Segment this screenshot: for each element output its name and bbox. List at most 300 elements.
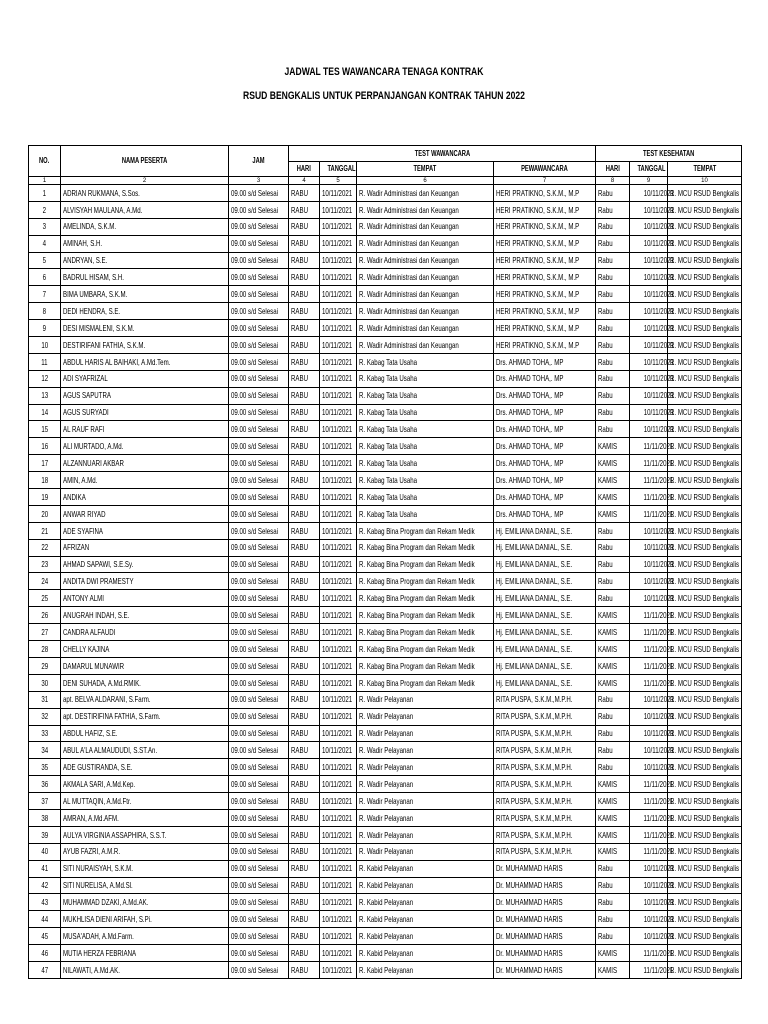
header-kesehatan-hari: HARI (596, 162, 630, 177)
cell-kesehatan-hari: Rabu (596, 185, 630, 202)
cell-kesehatan-hari: KAMIS (596, 472, 630, 489)
table-row (29, 522, 742, 539)
cell-kesehatan-tempat: R. MCU RSUD Bengkalis (668, 201, 742, 218)
cell-wawancara-hari: RABU (289, 522, 320, 539)
cell-kesehatan-hari: KAMIS (596, 776, 630, 793)
cell-kesehatan-tempat: R. MCU RSUD Bengkalis (668, 759, 742, 776)
cell-no: 16 (29, 438, 61, 455)
table-row (29, 691, 742, 708)
cell-no: 30 (29, 674, 61, 691)
cell-nama-peserta: AHMAD SAPAWI, S.E.Sy. (61, 556, 229, 573)
cell-wawancara-tempat: R. Wadir Pelayanan (357, 826, 494, 843)
cell-nama-peserta: ALI MURTADO, A.Md. (61, 438, 229, 455)
cell-kesehatan-hari: KAMIS (596, 641, 630, 658)
cell-wawancara-tanggal: 10/11/2021 (320, 877, 357, 894)
cell-kesehatan-hari: KAMIS (596, 505, 630, 522)
cell-wawancara-tanggal: 10/11/2021 (320, 809, 357, 826)
cell-kesehatan-tempat: R. MCU RSUD Bengkalis (668, 353, 742, 370)
cell-kesehatan-tempat: R. MCU RSUD Bengkalis (668, 185, 742, 202)
cell-jam: 09.00 s/d Selesai (229, 691, 289, 708)
cell-pewawancara: RITA PUSPA, S.K.M.,M.P.H. (494, 759, 596, 776)
cell-pewawancara: Dr. MUHAMMAD HARIS (494, 877, 596, 894)
cell-kesehatan-hari: KAMIS (596, 826, 630, 843)
cell-nama-peserta: ANTONY ALMI (61, 590, 229, 607)
cell-pewawancara: Dr. MUHAMMAD HARIS (494, 860, 596, 877)
cell-pewawancara: Drs. AHMAD TOHA,. MP (494, 421, 596, 438)
cell-jam: 09.00 s/d Selesai (229, 961, 289, 978)
cell-jam: 09.00 s/d Selesai (229, 725, 289, 742)
cell-wawancara-tempat: R. Kabag Bina Program dan Rekam Medik (357, 641, 494, 658)
cell-jam: 09.00 s/d Selesai (229, 573, 289, 590)
cell-jam: 09.00 s/d Selesai (229, 185, 289, 202)
cell-jam: 09.00 s/d Selesai (229, 337, 289, 354)
cell-wawancara-tempat: R. Wadir Administrasi dan Keuangan (357, 320, 494, 337)
cell-nama-peserta: apt. BELVA ALDARANI, S.Farm. (61, 691, 229, 708)
cell-kesehatan-tempat: R. MCU RSUD Bengkalis (668, 472, 742, 489)
column-number: 1 (29, 177, 61, 185)
table-row (29, 877, 742, 894)
table-row (29, 641, 742, 658)
cell-no: 15 (29, 421, 61, 438)
cell-no: 21 (29, 522, 61, 539)
cell-nama-peserta: MUKHLISA DIENI ARIFAH, S.Pi. (61, 911, 229, 928)
cell-wawancara-hari: RABU (289, 742, 320, 759)
cell-wawancara-tanggal: 10/11/2021 (320, 894, 357, 911)
cell-kesehatan-hari: Rabu (596, 404, 630, 421)
cell-kesehatan-hari: Rabu (596, 387, 630, 404)
cell-pewawancara: Hj. EMILIANA DANIAL, S.E. (494, 556, 596, 573)
cell-jam: 09.00 s/d Selesai (229, 421, 289, 438)
cell-kesehatan-tempat: R. MCU RSUD Bengkalis (668, 826, 742, 843)
cell-wawancara-hari: RABU (289, 961, 320, 978)
cell-wawancara-hari: RABU (289, 235, 320, 252)
cell-pewawancara: RITA PUSPA, S.K.M.,M.P.H. (494, 793, 596, 810)
cell-kesehatan-tempat: R. MCU RSUD Bengkalis (668, 691, 742, 708)
cell-kesehatan-tanggal: 10/11/2021 (630, 928, 668, 945)
cell-jam: 09.00 s/d Selesai (229, 809, 289, 826)
cell-kesehatan-tanggal: 10/11/2021 (630, 759, 668, 776)
cell-wawancara-tanggal: 10/11/2021 (320, 353, 357, 370)
cell-wawancara-tempat: R. Kabag Bina Program dan Rekam Medik (357, 539, 494, 556)
cell-wawancara-tempat: R. Kabag Bina Program dan Rekam Medik (357, 556, 494, 573)
cell-pewawancara: Dr. MUHAMMAD HARIS (494, 894, 596, 911)
cell-wawancara-hari: RABU (289, 218, 320, 235)
cell-kesehatan-tempat: R. MCU RSUD Bengkalis (668, 286, 742, 303)
cell-kesehatan-hari: KAMIS (596, 809, 630, 826)
cell-kesehatan-tanggal: 11/11/2021 (630, 793, 668, 810)
cell-wawancara-tanggal: 10/11/2021 (320, 674, 357, 691)
table-row (29, 472, 742, 489)
cell-wawancara-hari: RABU (289, 674, 320, 691)
cell-kesehatan-hari: Rabu (596, 573, 630, 590)
cell-wawancara-tanggal: 10/11/2021 (320, 776, 357, 793)
cell-no: 27 (29, 624, 61, 641)
cell-wawancara-tempat: R. Wadir Administrasi dan Keuangan (357, 201, 494, 218)
cell-nama-peserta: BIMA UMBARA, S.K.M. (61, 286, 229, 303)
cell-wawancara-hari: RABU (289, 421, 320, 438)
cell-wawancara-hari: RABU (289, 387, 320, 404)
cell-wawancara-tempat: R. Wadir Administrasi dan Keuangan (357, 252, 494, 269)
cell-wawancara-tempat: R. Kabag Tata Usaha (357, 353, 494, 370)
cell-kesehatan-tempat: R. MCU RSUD Bengkalis (668, 776, 742, 793)
cell-nama-peserta: AFRIZAN (61, 539, 229, 556)
cell-kesehatan-tempat: R. MCU RSUD Bengkalis (668, 218, 742, 235)
cell-nama-peserta: AMELINDA, S.K.M. (61, 218, 229, 235)
cell-pewawancara: Drs. AHMAD TOHA,. MP (494, 353, 596, 370)
cell-kesehatan-tanggal: 11/11/2021 (630, 624, 668, 641)
cell-nama-peserta: DESTIRIFANI FATHIA, S.K.M. (61, 337, 229, 354)
cell-kesehatan-tanggal: 10/11/2021 (630, 185, 668, 202)
cell-wawancara-tanggal: 10/11/2021 (320, 607, 357, 624)
cell-no: 8 (29, 303, 61, 320)
header-no: NO. (29, 146, 61, 177)
cell-nama-peserta: ABDUL HAFIZ, S.E. (61, 725, 229, 742)
table-row (29, 708, 742, 725)
cell-wawancara-tanggal: 10/11/2021 (320, 928, 357, 945)
cell-kesehatan-tempat: R. MCU RSUD Bengkalis (668, 573, 742, 590)
cell-kesehatan-hari: Rabu (596, 911, 630, 928)
cell-kesehatan-hari: KAMIS (596, 624, 630, 641)
cell-kesehatan-tempat: R. MCU RSUD Bengkalis (668, 911, 742, 928)
cell-pewawancara: RITA PUSPA, S.K.M.,M.P.H. (494, 708, 596, 725)
cell-kesehatan-tanggal: 11/11/2021 (630, 607, 668, 624)
cell-kesehatan-tempat: R. MCU RSUD Bengkalis (668, 370, 742, 387)
cell-nama-peserta: BADRUL HISAM, S.H. (61, 269, 229, 286)
cell-wawancara-hari: RABU (289, 489, 320, 506)
cell-kesehatan-hari: Rabu (596, 742, 630, 759)
cell-wawancara-tanggal: 10/11/2021 (320, 759, 357, 776)
cell-wawancara-hari: RABU (289, 860, 320, 877)
cell-no: 6 (29, 269, 61, 286)
cell-wawancara-tanggal: 10/11/2021 (320, 657, 357, 674)
cell-kesehatan-tempat: R. MCU RSUD Bengkalis (668, 708, 742, 725)
cell-pewawancara: RITA PUSPA, S.K.M.,M.P.H. (494, 843, 596, 860)
cell-pewawancara: RITA PUSPA, S.K.M.,M.P.H. (494, 691, 596, 708)
cell-jam: 09.00 s/d Selesai (229, 472, 289, 489)
cell-no: 11 (29, 353, 61, 370)
cell-wawancara-tanggal: 10/11/2021 (320, 522, 357, 539)
cell-jam: 09.00 s/d Selesai (229, 911, 289, 928)
schedule-table (28, 145, 742, 979)
cell-wawancara-hari: RABU (289, 776, 320, 793)
cell-wawancara-hari: RABU (289, 894, 320, 911)
header-jam: JAM (229, 146, 289, 177)
cell-kesehatan-tanggal: 10/11/2021 (630, 218, 668, 235)
column-number: 10 (668, 177, 742, 185)
cell-pewawancara: HERI PRATIKNO, S.K.M., M.P (494, 235, 596, 252)
cell-wawancara-tempat: R. Kabag Tata Usaha (357, 489, 494, 506)
cell-nama-peserta: ANDIKA (61, 489, 229, 506)
cell-wawancara-tempat: R. Wadir Administrasi dan Keuangan (357, 269, 494, 286)
cell-wawancara-hari: RABU (289, 573, 320, 590)
cell-wawancara-hari: RABU (289, 624, 320, 641)
cell-no: 44 (29, 911, 61, 928)
cell-wawancara-tempat: R. Wadir Pelayanan (357, 742, 494, 759)
cell-no: 42 (29, 877, 61, 894)
table-row (29, 573, 742, 590)
cell-kesehatan-tanggal: 10/11/2021 (630, 201, 668, 218)
column-number: 3 (229, 177, 289, 185)
cell-kesehatan-tanggal: 10/11/2021 (630, 590, 668, 607)
cell-kesehatan-tanggal: 11/11/2021 (630, 472, 668, 489)
cell-kesehatan-tanggal: 10/11/2021 (630, 370, 668, 387)
cell-kesehatan-hari: KAMIS (596, 455, 630, 472)
cell-nama-peserta: apt. DESTIRIFINA FATHIA, S.Farm. (61, 708, 229, 725)
table-row (29, 590, 742, 607)
cell-wawancara-tempat: R. Kabid Pelayanan (357, 945, 494, 962)
table-row (29, 945, 742, 962)
cell-kesehatan-tempat: R. MCU RSUD Bengkalis (668, 404, 742, 421)
cell-wawancara-tempat: R. Kabag Bina Program dan Rekam Medik (357, 590, 494, 607)
cell-pewawancara: HERI PRATIKNO, S.K.M., M.P (494, 337, 596, 354)
cell-jam: 09.00 s/d Selesai (229, 877, 289, 894)
cell-wawancara-tanggal: 10/11/2021 (320, 303, 357, 320)
cell-wawancara-tanggal: 10/11/2021 (320, 387, 357, 404)
cell-wawancara-hari: RABU (289, 793, 320, 810)
cell-kesehatan-tanggal: 10/11/2021 (630, 860, 668, 877)
cell-kesehatan-hari: KAMIS (596, 945, 630, 962)
cell-wawancara-tempat: R. Wadir Pelayanan (357, 691, 494, 708)
cell-nama-peserta: AMINAH, S.H. (61, 235, 229, 252)
table-row (29, 404, 742, 421)
cell-wawancara-hari: RABU (289, 607, 320, 624)
header-wawancara-hari: HARI (289, 162, 320, 177)
cell-wawancara-hari: RABU (289, 404, 320, 421)
cell-kesehatan-tempat: R. MCU RSUD Bengkalis (668, 877, 742, 894)
cell-kesehatan-hari: Rabu (596, 522, 630, 539)
cell-pewawancara: HERI PRATIKNO, S.K.M., M.P (494, 269, 596, 286)
cell-wawancara-hari: RABU (289, 438, 320, 455)
cell-pewawancara: Dr. MUHAMMAD HARIS (494, 945, 596, 962)
cell-wawancara-tempat: R. Kabid Pelayanan (357, 961, 494, 978)
cell-nama-peserta: MUHAMMAD DZAKI, A.Md.AK. (61, 894, 229, 911)
cell-kesehatan-tanggal: 10/11/2021 (630, 337, 668, 354)
cell-nama-peserta: ANUGRAH INDAH, S.E. (61, 607, 229, 624)
cell-kesehatan-hari: Rabu (596, 928, 630, 945)
cell-jam: 09.00 s/d Selesai (229, 945, 289, 962)
cell-jam: 09.00 s/d Selesai (229, 894, 289, 911)
cell-kesehatan-hari: Rabu (596, 860, 630, 877)
cell-nama-peserta: AMRAN, A.Md.AFM. (61, 809, 229, 826)
cell-no: 33 (29, 725, 61, 742)
header-kesehatan-tempat: TEMPAT (668, 162, 742, 177)
cell-wawancara-tanggal: 10/11/2021 (320, 708, 357, 725)
cell-kesehatan-tempat: R. MCU RSUD Bengkalis (668, 793, 742, 810)
cell-kesehatan-tanggal: 10/11/2021 (630, 421, 668, 438)
table-row (29, 235, 742, 252)
cell-pewawancara: RITA PUSPA, S.K.M.,M.P.H. (494, 742, 596, 759)
cell-wawancara-tempat: R. Wadir Pelayanan (357, 809, 494, 826)
table-row (29, 353, 742, 370)
cell-no: 47 (29, 961, 61, 978)
cell-wawancara-tempat: R. Kabag Tata Usaha (357, 421, 494, 438)
cell-wawancara-hari: RABU (289, 725, 320, 742)
cell-no: 43 (29, 894, 61, 911)
cell-pewawancara: Drs. AHMAD TOHA,. MP (494, 472, 596, 489)
cell-kesehatan-tanggal: 10/11/2021 (630, 269, 668, 286)
cell-pewawancara: Hj. EMILIANA DANIAL, S.E. (494, 539, 596, 556)
cell-wawancara-tanggal: 10/11/2021 (320, 438, 357, 455)
column-number: 6 (357, 177, 494, 185)
cell-kesehatan-hari: KAMIS (596, 438, 630, 455)
cell-jam: 09.00 s/d Selesai (229, 235, 289, 252)
cell-jam: 09.00 s/d Selesai (229, 657, 289, 674)
cell-jam: 09.00 s/d Selesai (229, 201, 289, 218)
cell-kesehatan-hari: Rabu (596, 877, 630, 894)
cell-wawancara-hari: RABU (289, 556, 320, 573)
cell-no: 40 (29, 843, 61, 860)
cell-jam: 09.00 s/d Selesai (229, 489, 289, 506)
cell-nama-peserta: CANDRA ALFAUDI (61, 624, 229, 641)
cell-kesehatan-tanggal: 11/11/2021 (630, 455, 668, 472)
cell-no: 31 (29, 691, 61, 708)
table-row (29, 793, 742, 810)
cell-kesehatan-hari: KAMIS (596, 607, 630, 624)
cell-wawancara-tempat: R. Wadir Administrasi dan Keuangan (357, 185, 494, 202)
cell-nama-peserta: NILAWATI, A.Md.AK. (61, 961, 229, 978)
cell-kesehatan-hari: Rabu (596, 590, 630, 607)
column-number: 5 (320, 177, 357, 185)
cell-kesehatan-tanggal: 10/11/2021 (630, 303, 668, 320)
cell-nama-peserta: DENI SUHADA, A.Md.RMIK. (61, 674, 229, 691)
cell-wawancara-hari: RABU (289, 472, 320, 489)
cell-kesehatan-hari: Rabu (596, 691, 630, 708)
cell-no: 17 (29, 455, 61, 472)
cell-jam: 09.00 s/d Selesai (229, 826, 289, 843)
cell-no: 3 (29, 218, 61, 235)
cell-wawancara-tempat: R. Kabag Tata Usaha (357, 370, 494, 387)
table-row (29, 860, 742, 877)
cell-pewawancara: HERI PRATIKNO, S.K.M., M.P (494, 252, 596, 269)
cell-nama-peserta: AL RAUF RAFI (61, 421, 229, 438)
cell-wawancara-tanggal: 10/11/2021 (320, 911, 357, 928)
cell-kesehatan-tempat: R. MCU RSUD Bengkalis (668, 657, 742, 674)
table-row (29, 826, 742, 843)
table-row (29, 556, 742, 573)
cell-pewawancara: RITA PUSPA, S.K.M.,M.P.H. (494, 826, 596, 843)
cell-no: 45 (29, 928, 61, 945)
column-number: 2 (61, 177, 229, 185)
cell-wawancara-hari: RABU (289, 252, 320, 269)
cell-no: 13 (29, 387, 61, 404)
header-test-kesehatan: TEST KESEHATAN (596, 146, 742, 162)
header-nama-peserta: NAMA PESERTA (61, 146, 229, 177)
cell-wawancara-tempat: R. Kabag Bina Program dan Rekam Medik (357, 657, 494, 674)
cell-no: 4 (29, 235, 61, 252)
header-pewawancara: PEWAWANCARA (494, 162, 596, 177)
cell-kesehatan-tempat: R. MCU RSUD Bengkalis (668, 928, 742, 945)
cell-nama-peserta: CHELLY KAJINA (61, 641, 229, 658)
table-row (29, 894, 742, 911)
cell-kesehatan-hari: KAMIS (596, 657, 630, 674)
cell-kesehatan-hari: Rabu (596, 337, 630, 354)
cell-kesehatan-tempat: R. MCU RSUD Bengkalis (668, 252, 742, 269)
cell-kesehatan-tanggal: 10/11/2021 (630, 353, 668, 370)
cell-kesehatan-tempat: R. MCU RSUD Bengkalis (668, 438, 742, 455)
cell-no: 29 (29, 657, 61, 674)
table-row (29, 759, 742, 776)
cell-pewawancara: Hj. EMILIANA DANIAL, S.E. (494, 641, 596, 658)
cell-wawancara-hari: RABU (289, 539, 320, 556)
cell-kesehatan-hari: Rabu (596, 286, 630, 303)
cell-nama-peserta: AMIN, A.Md. (61, 472, 229, 489)
cell-wawancara-tempat: R. Kabid Pelayanan (357, 928, 494, 945)
cell-kesehatan-tanggal: 10/11/2021 (630, 911, 668, 928)
cell-jam: 09.00 s/d Selesai (229, 370, 289, 387)
cell-kesehatan-tempat: R. MCU RSUD Bengkalis (668, 843, 742, 860)
cell-jam: 09.00 s/d Selesai (229, 404, 289, 421)
cell-jam: 09.00 s/d Selesai (229, 455, 289, 472)
cell-nama-peserta: ADE GUSTIRANDA, S.E. (61, 759, 229, 776)
column-number: 8 (596, 177, 630, 185)
cell-no: 46 (29, 945, 61, 962)
cell-wawancara-tanggal: 10/11/2021 (320, 945, 357, 962)
cell-nama-peserta: DEDI HENDRA, S.E. (61, 303, 229, 320)
cell-wawancara-tanggal: 10/11/2021 (320, 404, 357, 421)
cell-no: 19 (29, 489, 61, 506)
cell-kesehatan-tanggal: 11/11/2021 (630, 505, 668, 522)
cell-pewawancara: Hj. EMILIANA DANIAL, S.E. (494, 573, 596, 590)
cell-kesehatan-hari: Rabu (596, 353, 630, 370)
cell-wawancara-tanggal: 10/11/2021 (320, 455, 357, 472)
cell-wawancara-hari: RABU (289, 911, 320, 928)
cell-wawancara-tempat: R. Kabag Tata Usaha (357, 438, 494, 455)
cell-wawancara-tempat: R. Wadir Administrasi dan Keuangan (357, 303, 494, 320)
cell-kesehatan-hari: Rabu (596, 218, 630, 235)
cell-wawancara-tanggal: 10/11/2021 (320, 472, 357, 489)
cell-wawancara-tempat: R. Kabag Bina Program dan Rekam Medik (357, 522, 494, 539)
cell-kesehatan-hari: Rabu (596, 725, 630, 742)
table-row (29, 438, 742, 455)
cell-kesehatan-tempat: R. MCU RSUD Bengkalis (668, 522, 742, 539)
cell-kesehatan-tanggal: 10/11/2021 (630, 742, 668, 759)
cell-nama-peserta: ANWAR RIYAD (61, 505, 229, 522)
cell-wawancara-tanggal: 10/11/2021 (320, 539, 357, 556)
cell-pewawancara: HERI PRATIKNO, S.K.M., M.P (494, 185, 596, 202)
cell-kesehatan-tempat: R. MCU RSUD Bengkalis (668, 860, 742, 877)
cell-wawancara-tanggal: 10/11/2021 (320, 269, 357, 286)
cell-wawancara-tempat: R. Wadir Administrasi dan Keuangan (357, 218, 494, 235)
cell-wawancara-tempat: R. Kabag Tata Usaha (357, 505, 494, 522)
cell-wawancara-tempat: R. Kabag Tata Usaha (357, 387, 494, 404)
table-row (29, 286, 742, 303)
table-row (29, 421, 742, 438)
cell-pewawancara: Drs. AHMAD TOHA,. MP (494, 505, 596, 522)
cell-wawancara-tanggal: 10/11/2021 (320, 826, 357, 843)
cell-wawancara-tanggal: 10/11/2021 (320, 641, 357, 658)
cell-kesehatan-tanggal: 10/11/2021 (630, 556, 668, 573)
cell-jam: 09.00 s/d Selesai (229, 776, 289, 793)
cell-jam: 09.00 s/d Selesai (229, 556, 289, 573)
cell-kesehatan-tanggal: 11/11/2021 (630, 489, 668, 506)
table-row (29, 370, 742, 387)
cell-wawancara-tanggal: 10/11/2021 (320, 489, 357, 506)
cell-nama-peserta: ADI SYAFRIZAL (61, 370, 229, 387)
cell-kesehatan-tanggal: 10/11/2021 (630, 387, 668, 404)
cell-wawancara-tanggal: 10/11/2021 (320, 505, 357, 522)
cell-wawancara-tempat: R. Kabid Pelayanan (357, 860, 494, 877)
cell-nama-peserta: SITI NURAISYAH, S.K.M. (61, 860, 229, 877)
cell-wawancara-tanggal: 10/11/2021 (320, 624, 357, 641)
cell-pewawancara: RITA PUSPA, S.K.M.,M.P.H. (494, 809, 596, 826)
table-row (29, 505, 742, 522)
cell-kesehatan-tanggal: 11/11/2021 (630, 843, 668, 860)
cell-no: 18 (29, 472, 61, 489)
table-row (29, 843, 742, 860)
cell-pewawancara: Drs. AHMAD TOHA,. MP (494, 489, 596, 506)
cell-kesehatan-tanggal: 10/11/2021 (630, 404, 668, 421)
table-row (29, 809, 742, 826)
